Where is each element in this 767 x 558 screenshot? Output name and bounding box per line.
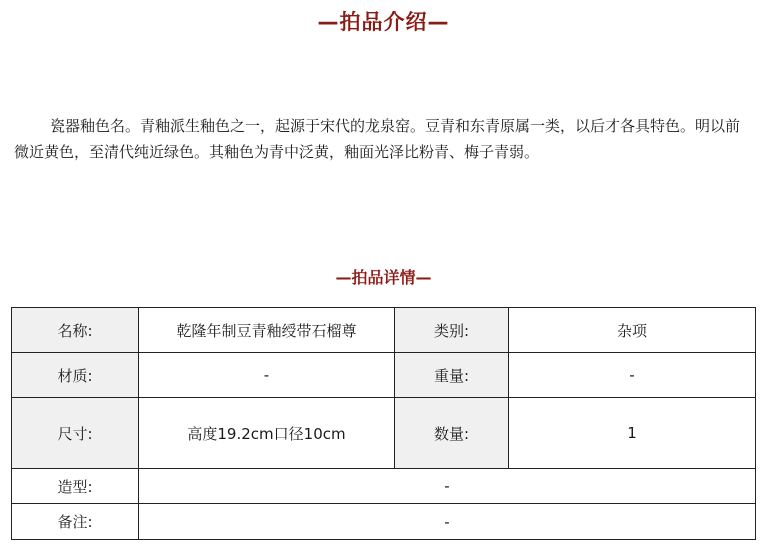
- shape-label: 造型:: [12, 469, 139, 504]
- weight-value: -: [509, 353, 756, 398]
- remarks-value: -: [139, 504, 756, 540]
- category-label: 类别:: [395, 308, 509, 353]
- weight-label: 重量:: [395, 353, 509, 398]
- material-value: -: [139, 353, 395, 398]
- table-row-name: [12, 308, 756, 353]
- table-row-remarks: [12, 504, 756, 540]
- table-row-size: [12, 398, 756, 469]
- material-label: 材质:: [12, 353, 139, 398]
- table-row-material: [12, 353, 756, 398]
- table-row-shape: [12, 469, 756, 504]
- intro-description: 瓷器釉色名。青釉派生釉色之一，起源于宋代的龙泉窑。豆青和东青原属一类，以后才各具特色。明以前微近黄色，至清代纯近绿色。其釉色为青中泛黄，釉面光泽比粉青、梅子青弱。: [14, 117, 741, 161]
- name-label: 名称:: [12, 308, 139, 353]
- name-value: 乾隆年制豆青釉绶带石榴尊: [139, 308, 395, 353]
- quantity-label: 数量:: [395, 398, 509, 469]
- remarks-label: 备注:: [12, 504, 139, 540]
- shape-value: -: [139, 469, 756, 504]
- details-table: [11, 307, 756, 540]
- intro-section-title: —拍品介绍—: [317, 10, 450, 34]
- size-label: 尺寸:: [12, 398, 139, 469]
- details-section-title: —拍品详情—: [335, 268, 432, 287]
- category-value: 杂项: [509, 308, 756, 353]
- quantity-value: 1: [509, 398, 756, 469]
- size-value: 高度19.2cm口径10cm: [139, 398, 395, 469]
